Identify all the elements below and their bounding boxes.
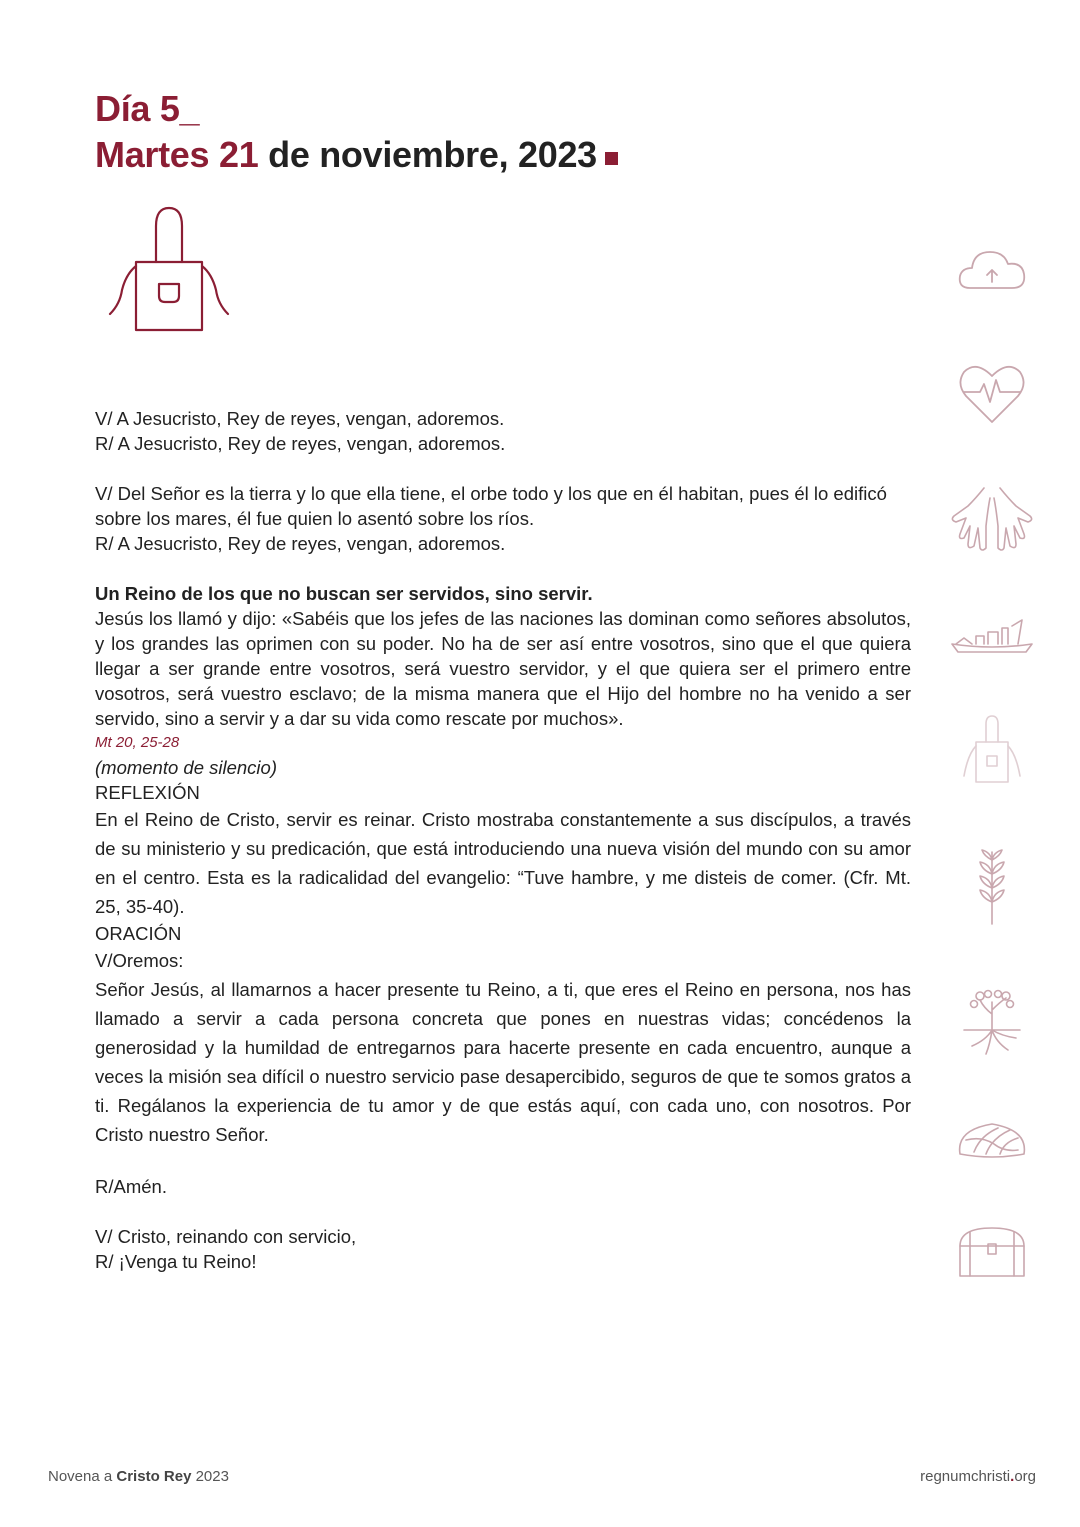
closing-versicle: V/ Cristo, reinando con servicio, — [95, 1226, 357, 1247]
cloud-upload-icon — [946, 230, 1038, 310]
tree-roots-icon — [946, 980, 1038, 1060]
footer-cristo-rey: Cristo Rey — [116, 1468, 192, 1485]
day-label: Día 5_ — [95, 88, 200, 129]
prayer-title: ORACIÓN — [95, 923, 182, 944]
section-heading: Un Reino de los que no buscan ser servidos, sino servir. — [95, 583, 593, 604]
apron-icon — [106, 204, 232, 334]
reflection-title: REFLEXIÓN — [95, 782, 200, 803]
amen-response: R/Amén. — [95, 1176, 167, 1197]
title-square-mark — [605, 152, 618, 165]
wheat-icon — [946, 846, 1038, 926]
silence-note: (momento de silencio) — [95, 757, 277, 778]
heart-pulse-icon — [946, 352, 1038, 432]
prayer-intro: V/Oremos: — [95, 950, 184, 971]
month-year: de noviembre, 2023 — [268, 134, 597, 175]
prayer-text: Señor Jesús, al llamarnos a hacer presente tu Reino, a ti, que eres el Reino en persona, nos has llamado a servir a cada persona concreta que pones en nuestras vidas; concédenos la generosidad y la humildad de entregarnos para hacerte presente en cada encuentro, aunque a veces la misión sea difícil o nuestro servicio pase desapercibido, seguros de que te somos gratos a ti. Regálanos la experiencia de tu amor y de que estás aquí, con cada uno, con nosotros. Por Cristo nuestro Señor. — [95, 979, 911, 1145]
day-number: 21 — [218, 134, 259, 175]
boat-icon — [946, 600, 1038, 680]
footer-novena: Novena a Cristo Rey 2023 — [48, 1468, 229, 1485]
versicle-2: V/ Del Señor es la tierra y lo que ella tiene, el orbe todo y los que en él habitan, pues él lo edificó sobre los mares, él fue quien lo asentó sobre los ríos. — [95, 483, 887, 529]
bread-icon — [946, 1100, 1038, 1180]
treasure-chest-icon — [946, 1222, 1038, 1302]
main-content — [95, 406, 911, 1274]
page-title — [95, 86, 618, 178]
footer-website-link[interactable]: regnumchristi.org — [920, 1468, 1036, 1485]
apron-icon — [946, 714, 1038, 794]
gospel-reference: Mt 20, 25-28 — [95, 734, 180, 751]
weekday: Martes — [95, 134, 210, 175]
versicle-1: V/ A Jesucristo, Rey de reyes, vengan, adoremos. — [95, 408, 505, 429]
date-line — [95, 132, 618, 178]
open-hands-icon — [946, 478, 1038, 558]
response-1: R/ A Jesucristo, Rey de reyes, vengan, adoremos. — [95, 433, 506, 454]
reflection-text: En el Reino de Cristo, servir es reinar. Cristo mostraba constantemente a sus discípulos, a través de su ministerio y su predicación, que está introduciendo una nueva visión del mundo con su amor en el centro. Esta es la radicalidad del evangelio: “Tuve hambre, y me disteis de comer. (Cfr. Mt. 25, 35-40). — [95, 809, 911, 917]
closing-response: R/ ¡Venga tu Reino! — [95, 1251, 257, 1272]
gospel-quote: Jesús los llamó y dijo: «Sabéis que los jefes de las naciones las dominan como señores absolutos, y los grandes las oprimen con su poder. No ha de ser así entre vosotros, sino que el que quiera llegar a ser grande entre vosotros, será vuestro servidor, y el que quiera ser el primero entre vosotros, será vuestro esclavo; de la misma manera que el Hijo del hombre no ha venido a ser servido, sino a servir y a dar su vida como rescate por muchos». — [95, 608, 911, 729]
response-2: R/ A Jesucristo, Rey de reyes, vengan, adoremos. — [95, 533, 506, 554]
